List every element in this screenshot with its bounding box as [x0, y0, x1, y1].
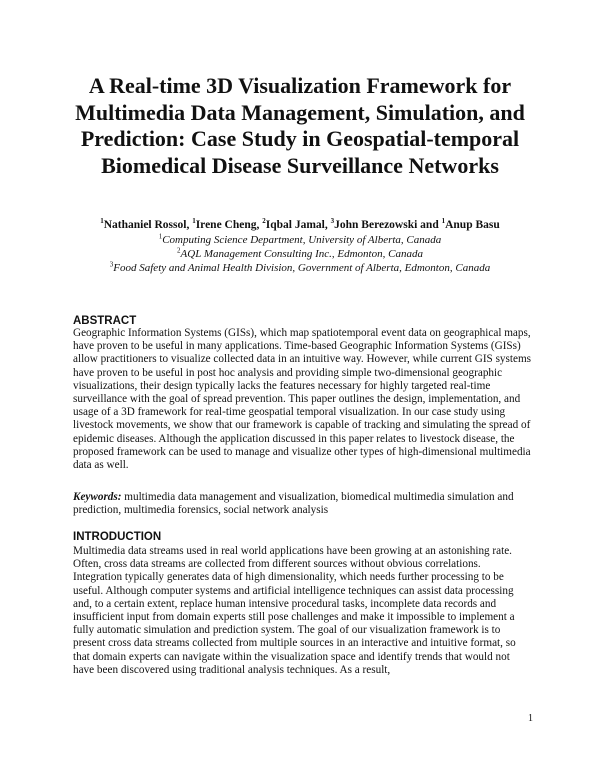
author: $^3$John Berezowski and [330, 217, 442, 231]
introduction-paragraph: Multimedia data streams used in real world applications have been growing at an astonishing rate. Often, cross data streams are collected from different sources without obvious correlations. Integration typically generates data of high dimensionality, which needs further processing to be useful. Although computer systems and artificial intelligence techniques can assist data processing and, to a certain extent, replace human intensive procedural tasks, incomplete data records and insufficient input from domain experts still pose challenges and make it impossible to implement a fully automatic simulation and prediction system. The goal of our visualization framework is to present cross data streams collected from multiple sources in an interactive and intuitive format, so that domain experts can navigate within the visualization space and identify trends that would not have been discovered using traditional analysis techniques. As a result, [73, 545, 516, 676]
keywords-paragraph [73, 491, 531, 517]
author: $^1$Anup Basu [441, 217, 500, 231]
affiliation: $^2$AQL Management Consulting Inc., Edmonton, Canada [177, 246, 423, 260]
author-list [60, 218, 540, 233]
paper-title: A Real-time 3D Visualization Framework for Multimedia Data Management, Simulation, and Prediction: Case Study in Geospatial-temporal Biomedical Disease Surveillance Networks [75, 73, 525, 178]
keywords-text: multimedia data management and visualization, biomedical multimedia simulation and prediction, multimedia forensics, social network analysis [73, 491, 514, 517]
keywords-label: Keywords: [73, 491, 122, 503]
introduction-heading: INTRODUCTION [73, 531, 162, 543]
abstract-paragraph: Geographic Information Systems (GISs), which map spatiotemporal event data on geographical maps, have proven to be useful in many applications. Time-based Geographic Information Systems (GISs) allow practitioners to visualize collected data in an intuitive way. However, while current GIS systems have proven to be useful in post hoc analysis and providing simple two-dimensional geographic visualizations, their design typically lacks the features necessary for highly targeted real-time surveillance with the goal of spread prevention. This paper outlines the design, implementation, and usage of a 3D framework for real-time geospatial temporal visualization. In our case study using livestock movements, we show that our framework is capable of tracking and simulating the spread of epidemic diseases. Although the application discussed in this paper relates to livestock disease, the proposed framework can be used to manage and visualize other types of high-dimensional multimedia data as well. [73, 327, 531, 472]
author: $^1$Nathaniel Rossol, [100, 217, 193, 231]
page-number: 1 [528, 713, 533, 724]
affiliation: $^1$Computing Science Department, University of Alberta, Canada [158, 232, 442, 246]
abstract-heading: ABSTRACT [73, 315, 137, 327]
author: $^1$Irene Cheng, [192, 217, 263, 231]
author: $^2$Iqbal Jamal, [262, 217, 331, 231]
affiliation: $^3$Food Safety and Animal Health Division, Government of Alberta, Edmonton, Canada [109, 260, 491, 274]
